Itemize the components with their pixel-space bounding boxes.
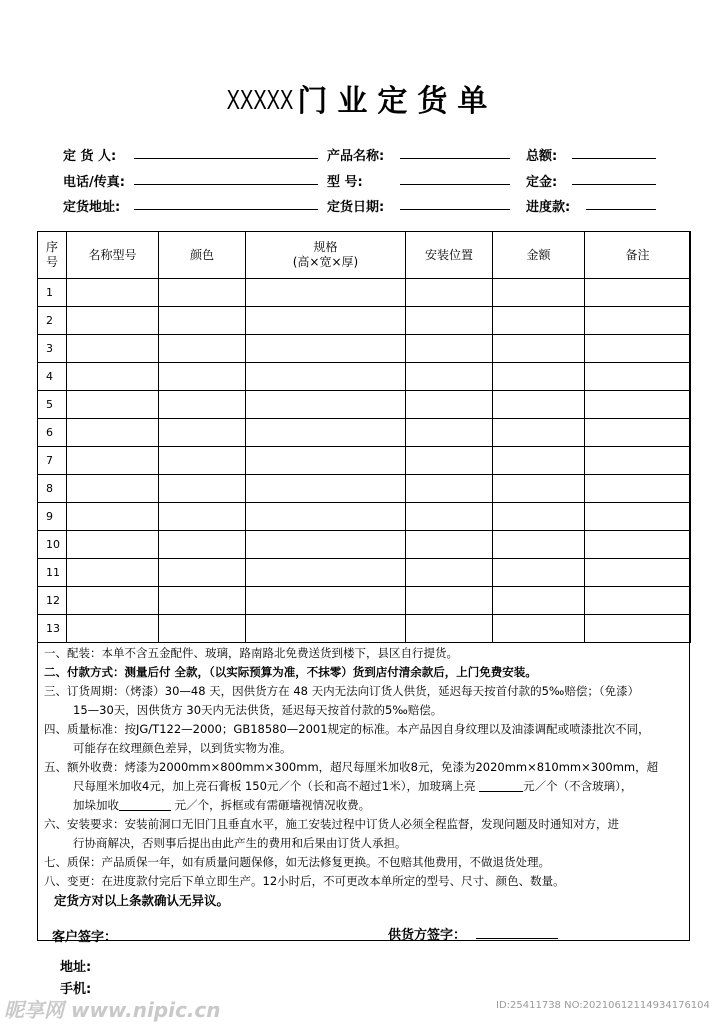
table-cell[interactable] <box>585 419 691 447</box>
total-field[interactable] <box>572 158 656 159</box>
col-remarks: 备注 <box>585 232 691 279</box>
table-cell[interactable] <box>159 559 246 587</box>
row-number: 4 <box>38 363 67 391</box>
table-row <box>38 391 691 419</box>
table-row <box>38 559 691 587</box>
table-cell[interactable] <box>585 587 691 615</box>
table-cell[interactable] <box>67 475 159 503</box>
table-cell[interactable] <box>585 559 691 587</box>
table-cell[interactable] <box>585 279 691 307</box>
col-name-model: 名称型号 <box>67 232 159 279</box>
row-number: 9 <box>38 503 67 531</box>
table-cell[interactable] <box>159 419 246 447</box>
order-date-label: 定货日期: <box>327 200 385 215</box>
term-change: 八、变更：在进度款付完后下单立即生产。12小时后，不可更改本单所定的型号、尺寸、颜色、数量。 <box>44 874 565 888</box>
table-header-row <box>38 232 691 279</box>
term-warranty: 七、质保：产品质保一年，如有质量问题保修，如无法修复更换。不包赔其他费用，不做退货处理。 <box>44 855 550 869</box>
row-number: 12 <box>38 587 67 615</box>
table-cell[interactable] <box>406 503 493 531</box>
table-cell[interactable] <box>67 363 159 391</box>
table-cell[interactable] <box>246 475 406 503</box>
table-cell[interactable] <box>406 279 493 307</box>
form-title: 门业定货单 <box>297 84 498 119</box>
table-cell[interactable] <box>246 391 406 419</box>
row-number: 10 <box>38 531 67 559</box>
table-cell[interactable] <box>585 307 691 335</box>
watermark-brand: 昵享网 www.nipic.cn <box>4 998 221 1022</box>
table-cell[interactable] <box>585 391 691 419</box>
table-cell[interactable] <box>585 447 691 475</box>
table-cell[interactable] <box>493 363 585 391</box>
glass-top-price-field[interactable] <box>479 791 523 792</box>
watermark-id: ID:25411738 NO:20210612114934176104 <box>496 1000 710 1011</box>
table-cell[interactable] <box>67 419 159 447</box>
table-cell[interactable] <box>585 335 691 363</box>
table-row <box>38 307 691 335</box>
table-cell[interactable] <box>493 587 585 615</box>
table-cell[interactable] <box>406 559 493 587</box>
term-install: 六、安装要求：安装前洞口无旧门且垂直水平，施工安装过程中订货人必须全程监督，发现问题及时通知对方，进 行协商解决，否则事后提出由此产生的费用和后果由订货人承担。 <box>44 817 619 850</box>
table-cell[interactable] <box>246 307 406 335</box>
table-cell[interactable] <box>246 503 406 531</box>
table-row <box>38 531 691 559</box>
row-number: 6 <box>38 419 67 447</box>
total-label: 总额: <box>526 149 558 164</box>
table-cell[interactable] <box>159 503 246 531</box>
term-delivery: 一、配装：本单不含五金配件、玻璃，路南路北免费送货到楼下，县区自行提货。 <box>44 646 458 660</box>
table-cell[interactable] <box>67 391 159 419</box>
model-field[interactable] <box>400 184 510 185</box>
table-cell[interactable] <box>246 419 406 447</box>
table-cell[interactable] <box>493 279 585 307</box>
col-install-location: 安装位置 <box>406 232 493 279</box>
table-cell[interactable] <box>585 363 691 391</box>
supplier-signature-field[interactable] <box>476 938 558 939</box>
progress-payment-label: 进度款: <box>526 200 571 215</box>
table-cell[interactable] <box>246 279 406 307</box>
table-cell[interactable] <box>159 615 246 643</box>
table-cell[interactable] <box>67 559 159 587</box>
orderer-label: 定 货 人: <box>63 149 117 164</box>
table-cell[interactable] <box>67 447 159 475</box>
table-cell[interactable] <box>406 475 493 503</box>
table-cell[interactable] <box>406 307 493 335</box>
table-row <box>38 363 691 391</box>
customer-signature-label: 客户签字： <box>52 930 118 945</box>
supplier-signature-label: 供货方签字： <box>388 928 467 943</box>
address-label: 定货地址: <box>63 200 121 215</box>
table-row <box>38 587 691 615</box>
model-label: 型 号: <box>327 175 363 190</box>
table-cell[interactable] <box>493 391 585 419</box>
terms-section <box>44 644 684 910</box>
table-cell[interactable] <box>246 335 406 363</box>
table-cell[interactable] <box>67 335 159 363</box>
table-cell[interactable] <box>67 307 159 335</box>
table-cell[interactable] <box>67 587 159 615</box>
footer-mobile: 手机: <box>60 982 92 997</box>
phone-label: 电话/传真: <box>63 175 125 190</box>
confirm-statement: 定货方对以上条款确认无异议。 <box>54 893 230 908</box>
table-cell[interactable] <box>406 335 493 363</box>
table-cell[interactable] <box>159 447 246 475</box>
table-cell[interactable] <box>493 419 585 447</box>
table-row <box>38 475 691 503</box>
row-number: 1 <box>38 279 67 307</box>
table-cell[interactable] <box>493 447 585 475</box>
table-cell[interactable] <box>246 363 406 391</box>
table-cell[interactable] <box>67 279 159 307</box>
table-cell[interactable] <box>159 531 246 559</box>
table-cell[interactable] <box>159 279 246 307</box>
table-cell[interactable] <box>493 475 585 503</box>
table-cell[interactable] <box>246 447 406 475</box>
col-seq: 序号 <box>38 232 67 279</box>
term-extra-fees: 五、额外收费：烤漆为2000mm×800mm×300mm，超尺每厘米加收8元，免漆为2020mm×810mm×300mm，超 尺每厘米加收4元，加上亮石膏板 150元／个（长和高不超过1米），加玻璃上亮 元／个（不含玻璃）， 加垛加收 元／个，拆框或有需砸墙视情况收费。 <box>44 760 659 812</box>
row-number: 8 <box>38 475 67 503</box>
phone-field[interactable] <box>134 184 318 185</box>
table-cell[interactable] <box>159 363 246 391</box>
row-number: 13 <box>38 615 67 643</box>
table-cell[interactable] <box>406 615 493 643</box>
progress-payment-field[interactable] <box>586 209 656 210</box>
table-cell[interactable] <box>159 335 246 363</box>
order-date-field[interactable] <box>400 209 510 210</box>
table-cell[interactable] <box>67 531 159 559</box>
table-row <box>38 615 691 643</box>
product-name-label: 产品名称: <box>327 149 385 164</box>
table-cell[interactable] <box>246 587 406 615</box>
table-cell[interactable] <box>159 475 246 503</box>
table-cell[interactable] <box>406 391 493 419</box>
table-row <box>38 447 691 475</box>
table-cell[interactable] <box>246 615 406 643</box>
page-title <box>0 76 724 120</box>
row-number: 11 <box>38 559 67 587</box>
term-quality: 四、质量标准：按JG/T122—2000；GB18580—2001规定的标准。本产品因自身纹理以及油漆调配或喷漆批次不同， 可能存在纹理颜色差异，以到货实物为准。 <box>44 722 650 755</box>
pillar-fee-field[interactable] <box>119 810 171 811</box>
table-cell[interactable] <box>493 335 585 363</box>
table-cell[interactable] <box>159 587 246 615</box>
row-number: 2 <box>38 307 67 335</box>
table-cell[interactable] <box>406 419 493 447</box>
company-placeholder: XXXXX <box>226 85 294 117</box>
deposit-field[interactable] <box>572 184 656 185</box>
table-row <box>38 279 691 307</box>
table-cell[interactable] <box>159 307 246 335</box>
address-field[interactable] <box>134 209 318 210</box>
table-cell[interactable] <box>406 587 493 615</box>
deposit-label: 定金: <box>526 175 558 190</box>
table-cell[interactable] <box>585 475 691 503</box>
table-cell[interactable] <box>67 615 159 643</box>
table-row <box>38 419 691 447</box>
table-cell[interactable] <box>585 531 691 559</box>
table-cell[interactable] <box>493 503 585 531</box>
product-name-field[interactable] <box>400 158 510 159</box>
term-payment: 二、付款方式：测量后付 全款，（以实际预算为准，不抹零）货到店付清余款后，上门免费安装。 <box>44 665 537 679</box>
row-number: 3 <box>38 335 67 363</box>
table-cell[interactable] <box>493 531 585 559</box>
table-cell[interactable] <box>585 503 691 531</box>
row-number: 7 <box>38 447 67 475</box>
footer-address: 地址: <box>60 960 92 975</box>
table-cell[interactable] <box>246 531 406 559</box>
table-cell[interactable] <box>585 615 691 643</box>
order-table <box>37 231 691 643</box>
col-amount: 金额 <box>493 232 585 279</box>
customer-signature-field[interactable] <box>128 940 368 941</box>
table-cell[interactable] <box>493 307 585 335</box>
table-cell[interactable] <box>493 559 585 587</box>
table-cell[interactable] <box>406 531 493 559</box>
table-cell[interactable] <box>67 503 159 531</box>
row-number: 5 <box>38 391 67 419</box>
col-spec: 规格 (高×宽×厚) <box>246 232 406 279</box>
table-row <box>38 503 691 531</box>
table-cell[interactable] <box>406 447 493 475</box>
table-cell[interactable] <box>406 363 493 391</box>
term-cycle: 三、订货周期：（烤漆）30—48 天，因供货方在 48 天内无法向订货人供货，延迟每天按首付款的5‰赔偿；（免漆） 15—30天，因供货方 30天内无法供货，延迟每天按首付款的5‰赔偿。 <box>44 684 640 717</box>
table-row <box>38 335 691 363</box>
table-cell[interactable] <box>493 615 585 643</box>
table-cell[interactable] <box>246 559 406 587</box>
table-cell[interactable] <box>159 391 246 419</box>
col-color: 颜色 <box>159 232 246 279</box>
orderer-field[interactable] <box>134 158 318 159</box>
